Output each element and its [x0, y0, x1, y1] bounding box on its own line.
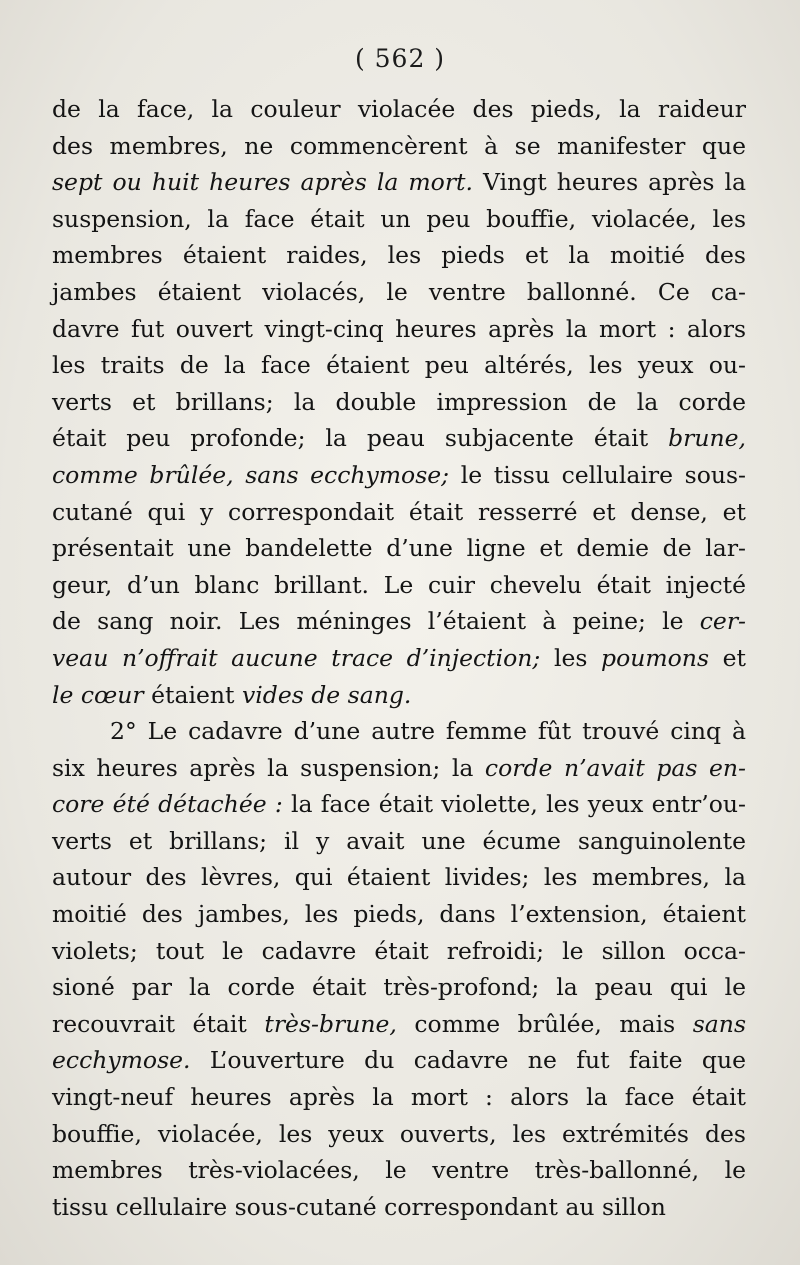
text-run: geur, d’un blanc brillant. Le cuir chevelu était injecté: [52, 570, 746, 599]
italic-text: corde n’avait pas en-: [484, 753, 746, 782]
italic-text: vides de sang.: [241, 680, 412, 709]
text-line: [52, 274, 746, 311]
text-run: davre fut ouvert vingt-cinq heures après la mort : alors: [52, 314, 746, 343]
text-line: [52, 201, 746, 238]
text-run: 2° Le cadavre d’une autre femme fût trouvé cinq à: [110, 717, 746, 746]
text-run: la face était violette, les yeux entr’ou-: [282, 790, 746, 819]
text-line: [52, 603, 746, 640]
text-line: [52, 896, 746, 933]
text-run: verts et brillans; il y avait une écume sanguinolente: [52, 826, 746, 855]
text-run: tissu cellulaire sous-cutané correspondant au sillon: [52, 1192, 666, 1221]
text-run: étaient: [143, 680, 242, 709]
italic-text: sans: [692, 1009, 746, 1038]
text-run: le tissu cellulaire sous-: [449, 460, 746, 489]
text-line: [52, 457, 746, 494]
text-line: [52, 237, 746, 274]
text-run: recouvrait était: [52, 1009, 265, 1038]
text-run: vingt-neuf heures après la mort : alors la face était: [52, 1083, 746, 1112]
text-line: [52, 1042, 746, 1079]
text-run: bouffie, violacée, les yeux ouverts, les extrémités des: [52, 1119, 746, 1148]
text-run: et: [709, 643, 746, 672]
text-run: membres étaient raides, les pieds et la moitié des: [52, 241, 746, 270]
text-run: des membres, ne commencèrent à se manifester que: [52, 131, 746, 160]
text-run: les: [540, 643, 602, 672]
text-line: [52, 128, 746, 165]
text-line: [52, 384, 746, 421]
text-run: L’ouverture du cadavre ne fut faite que: [190, 1046, 746, 1075]
text-run: les traits de la face étaient peu altérés, les yeux ou-: [52, 351, 746, 380]
text-run: comme brûlée, mais: [396, 1009, 693, 1038]
text-run: violets; tout le cadavre était refroidi; le sillon occa-: [52, 936, 746, 965]
text-run: sioné par la corde était très-profond; la peau qui le: [52, 973, 746, 1002]
italic-text: ecchymose.: [52, 1046, 191, 1075]
text-run: de la face, la couleur violacée des pieds, la raideur: [52, 95, 746, 123]
italic-text: cer-: [699, 607, 746, 636]
italic-text: veau n’offrait aucune trace d’injection;: [52, 643, 541, 672]
paragraph: [52, 713, 746, 1225]
text-line: [52, 347, 746, 384]
text-line: [52, 1189, 746, 1226]
text-run: de sang noir. Les méninges l’étaient à peine; le: [52, 607, 700, 636]
text-line: [52, 713, 746, 750]
text-line: [52, 494, 746, 531]
text-run: suspension, la face était un peu bouffie, violacée, les: [52, 204, 746, 233]
text-line: [52, 567, 746, 604]
text-line: [52, 786, 746, 823]
text-line: [52, 933, 746, 970]
text-run: était peu profonde; la peau subjacente était: [52, 424, 669, 453]
text-line: [52, 1079, 746, 1116]
text-run: jambes étaient violacés, le ventre ballonné. Ce ca-: [52, 277, 746, 306]
text-line: [52, 164, 746, 201]
text-run: autour des lèvres, qui étaient livides; les membres, la: [52, 863, 746, 892]
text-run: Vingt heures après la: [472, 168, 746, 197]
text-line: [52, 859, 746, 896]
paragraph: [52, 91, 746, 713]
italic-text: brune,: [668, 424, 746, 453]
page-number: ( 562 ): [354, 44, 446, 73]
text-line: [52, 677, 746, 714]
italic-text: très-brune,: [264, 1009, 397, 1038]
text-line: [52, 1152, 746, 1189]
text-line: [52, 91, 746, 128]
italic-text: le cœur: [52, 680, 144, 709]
text-line: [52, 530, 746, 567]
text-run: cutané qui y correspondait était resserré et dense, et: [52, 497, 746, 526]
text-line: [52, 420, 746, 457]
text-line: [52, 311, 746, 348]
italic-text: comme brûlée, sans ecchymose;: [52, 460, 450, 489]
text-run: présentait une bandelette d’une ligne et demie de lar-: [52, 534, 746, 563]
italic-text: poumons: [601, 643, 709, 672]
text-line: [52, 823, 746, 860]
text-line: [52, 750, 746, 787]
text-run: membres très-violacées, le ventre très-ballonné, le: [52, 1156, 746, 1185]
text-run: verts et brillans; la double impression de la corde: [52, 387, 746, 416]
body-text: [52, 91, 746, 1225]
text-run: moitié des jambes, les pieds, dans l’extension, étaient: [52, 900, 746, 929]
text-line: [52, 640, 746, 677]
text-run: six heures après la suspension; la: [52, 753, 485, 782]
text-line: [52, 969, 746, 1006]
italic-text: core été détachée :: [52, 790, 283, 819]
text-line: [52, 1116, 746, 1153]
text-line: [52, 1006, 746, 1043]
italic-text: sept ou huit heures après la mort.: [52, 168, 473, 197]
